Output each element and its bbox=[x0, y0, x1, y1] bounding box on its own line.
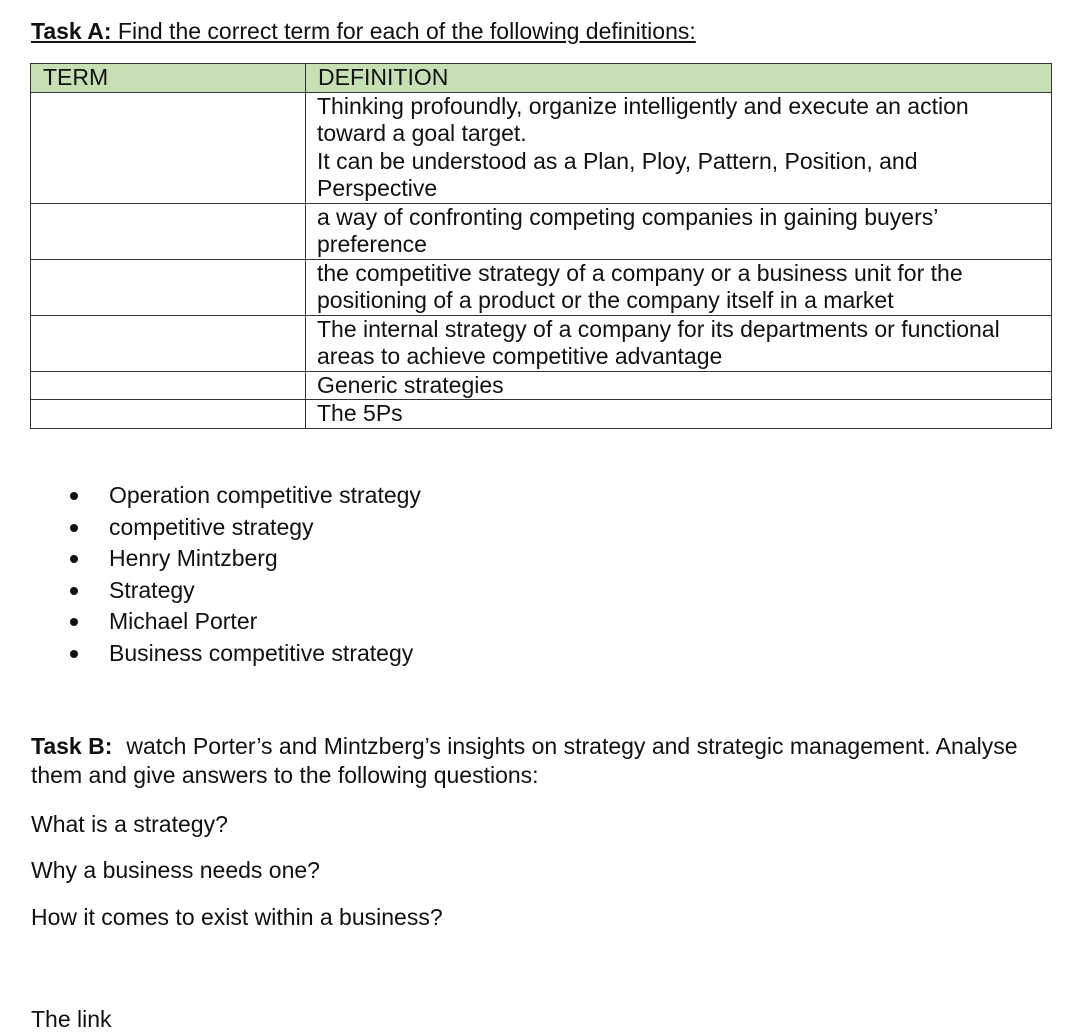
list-item bbox=[0, 480, 421, 512]
definition-line: toward a goal target. bbox=[317, 120, 527, 146]
option-label: Operation competitive strategy bbox=[109, 482, 421, 508]
task-a-heading bbox=[31, 17, 696, 45]
definition-cell bbox=[306, 315, 1052, 371]
task-a-instruction: Find the correct term for each of the following definitions: bbox=[111, 18, 696, 44]
bullet-icon bbox=[70, 618, 78, 626]
definition-line: Thinking profoundly, organize intelligently and execute an action bbox=[317, 92, 969, 119]
task-b-label: Task B: bbox=[31, 733, 113, 759]
table-row bbox=[31, 315, 1052, 371]
definition-line: a way of confronting competing companies in gaining buyers’ bbox=[317, 203, 939, 230]
term-cell[interactable] bbox=[31, 92, 306, 203]
table-header-row bbox=[31, 64, 1052, 93]
question-2: Why a business needs one? bbox=[31, 857, 320, 883]
task-b-paragraph bbox=[31, 732, 1051, 790]
terms-table-body bbox=[31, 92, 1052, 428]
task-b-instruction: watch Porter’s and Mintzberg’s insights on strategy and strategic management. Analyse them and give answers to the following questions: bbox=[31, 733, 1018, 788]
bullet-icon bbox=[70, 587, 78, 595]
definition-line: Generic strategies bbox=[317, 371, 504, 398]
table-row bbox=[31, 259, 1052, 315]
list-item bbox=[0, 512, 421, 544]
options-list bbox=[0, 480, 421, 669]
definition-cell bbox=[306, 259, 1052, 315]
option-label: Michael Porter bbox=[109, 608, 258, 634]
table-row bbox=[31, 92, 1052, 203]
bullet-icon bbox=[70, 650, 78, 658]
option-label: Henry Mintzberg bbox=[109, 545, 278, 571]
definition-line: areas to achieve competitive advantage bbox=[317, 343, 723, 369]
bullet-icon bbox=[70, 555, 78, 563]
term-cell[interactable] bbox=[31, 315, 306, 371]
header-term: TERM bbox=[31, 64, 306, 93]
list-item bbox=[0, 638, 421, 670]
header-definition: DEFINITION bbox=[306, 64, 1052, 93]
term-cell[interactable] bbox=[31, 259, 306, 315]
bullet-icon bbox=[70, 524, 78, 532]
table-row bbox=[31, 203, 1052, 259]
definition-cell bbox=[306, 203, 1052, 259]
table-row bbox=[31, 371, 1052, 400]
option-label: Strategy bbox=[109, 576, 195, 603]
option-label: competitive strategy bbox=[109, 513, 314, 540]
term-cell[interactable] bbox=[31, 371, 306, 400]
bullet-icon bbox=[70, 492, 78, 500]
definition-cell bbox=[306, 371, 1052, 400]
question-1: What is a strategy? bbox=[31, 811, 228, 837]
list-item bbox=[0, 575, 421, 607]
terms-table bbox=[30, 63, 1052, 429]
definition-line: The internal strategy of a company for its departments or functional bbox=[317, 315, 1000, 342]
term-cell[interactable] bbox=[31, 203, 306, 259]
task-a-label: Task A: bbox=[31, 18, 112, 44]
definition-line: Perspective bbox=[317, 175, 438, 201]
definition-cell bbox=[306, 400, 1052, 429]
question-3: How it comes to exist within a business? bbox=[31, 904, 443, 930]
list-item bbox=[0, 543, 421, 575]
definition-cell bbox=[306, 92, 1052, 203]
table-row bbox=[31, 400, 1052, 429]
term-cell[interactable] bbox=[31, 400, 306, 429]
definition-line: The 5Ps bbox=[317, 400, 403, 426]
option-label: Business competitive strategy bbox=[109, 639, 414, 666]
list-item bbox=[0, 606, 421, 638]
definition-line: It can be understood as a Plan, Ploy, Pattern, Position, and bbox=[317, 147, 918, 174]
cut-off-text: The link bbox=[31, 1006, 112, 1032]
definition-line: preference bbox=[317, 231, 427, 257]
definition-line: the competitive strategy of a company or a business unit for the bbox=[317, 259, 963, 286]
definition-line: positioning of a product or the company itself in a market bbox=[317, 287, 894, 313]
